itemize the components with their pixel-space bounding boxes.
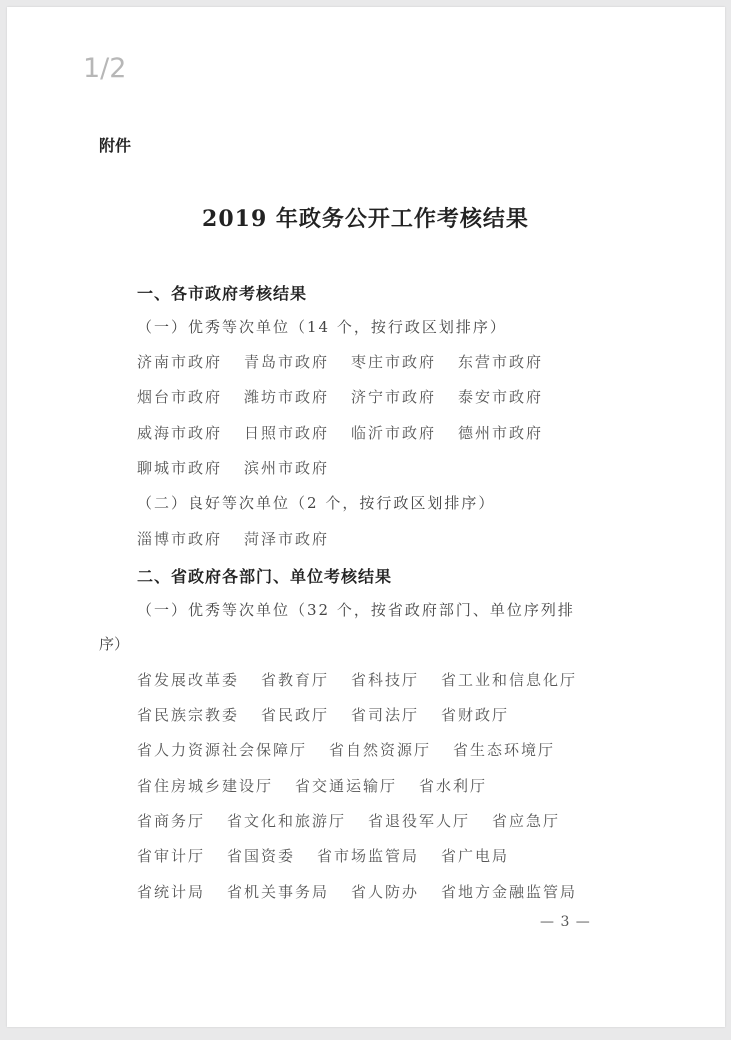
list-item: 聊城市政府 bbox=[137, 459, 223, 477]
list-item: 省退役军人厅 bbox=[368, 812, 471, 830]
list-item: 泰安市政府 bbox=[458, 388, 544, 406]
page-indicator: 1/2 bbox=[83, 53, 127, 84]
list-row bbox=[137, 457, 329, 478]
list-item: 省国资委 bbox=[227, 847, 296, 865]
list-item: 省人防办 bbox=[351, 883, 420, 901]
document-page bbox=[7, 7, 725, 1027]
list-item: 日照市政府 bbox=[244, 424, 330, 442]
list-row bbox=[137, 881, 577, 902]
section2-sub1-heading-line1: （一）优秀等次单位（32 个，按省政府部门、单位序列排 bbox=[137, 601, 575, 619]
list-item: 省审计厅 bbox=[137, 847, 206, 865]
list-row bbox=[137, 739, 555, 760]
list-row bbox=[137, 810, 560, 831]
list-item: 济南市政府 bbox=[137, 353, 223, 371]
page-number: — 3 — bbox=[540, 914, 591, 930]
list-item: 淄博市政府 bbox=[137, 530, 223, 548]
document-title: 2019 年政务公开工作考核结果 bbox=[202, 206, 529, 232]
list-item: 省市场监管局 bbox=[317, 847, 420, 865]
list-item: 省民族宗教委 bbox=[137, 706, 240, 724]
list-row bbox=[137, 704, 509, 725]
list-item: 省司法厅 bbox=[351, 706, 420, 724]
list-item: 德州市政府 bbox=[458, 424, 544, 442]
list-row bbox=[137, 775, 487, 796]
list-item: 青岛市政府 bbox=[244, 353, 330, 371]
list-item: 省财政厅 bbox=[441, 706, 510, 724]
list-item: 省人力资源社会保障厅 bbox=[137, 741, 308, 759]
list-item: 滨州市政府 bbox=[244, 459, 330, 477]
section2-heading: 二、省政府各部门、单位考核结果 bbox=[137, 567, 393, 586]
section1-heading: 一、各市政府考核结果 bbox=[137, 284, 308, 303]
list-item: 烟台市政府 bbox=[137, 388, 223, 406]
list-item: 省交通运输厅 bbox=[295, 777, 398, 795]
list-row bbox=[137, 386, 543, 407]
list-item: 临沂市政府 bbox=[351, 424, 437, 442]
list-item: 省生态环境厅 bbox=[453, 741, 556, 759]
list-item: 省住房城乡建设厅 bbox=[137, 777, 274, 795]
list-item: 省统计局 bbox=[137, 883, 206, 901]
list-row bbox=[137, 422, 543, 443]
section1-sub1-heading: （一）优秀等次单位（14 个，按行政区划排序） bbox=[137, 318, 507, 336]
list-item: 省工业和信息化厅 bbox=[441, 671, 578, 689]
list-item: 省水利厅 bbox=[419, 777, 488, 795]
list-item: 省发展改革委 bbox=[137, 671, 240, 689]
list-item: 省商务厅 bbox=[137, 812, 206, 830]
list-row bbox=[137, 669, 577, 690]
list-item: 省地方金融监管局 bbox=[441, 883, 578, 901]
list-row bbox=[137, 845, 509, 866]
list-item: 省民政厅 bbox=[261, 706, 330, 724]
list-row bbox=[137, 528, 329, 549]
list-item: 省应急厅 bbox=[492, 812, 561, 830]
list-item: 省文化和旅游厅 bbox=[227, 812, 347, 830]
section2-sub1-heading-line2: 序） bbox=[99, 635, 130, 653]
list-item: 省广电局 bbox=[441, 847, 510, 865]
list-item: 威海市政府 bbox=[137, 424, 223, 442]
list-item: 枣庄市政府 bbox=[351, 353, 437, 371]
list-item: 济宁市政府 bbox=[351, 388, 437, 406]
list-item: 省自然资源厅 bbox=[329, 741, 432, 759]
list-row bbox=[137, 351, 543, 372]
list-item: 省教育厅 bbox=[261, 671, 330, 689]
list-item: 东营市政府 bbox=[458, 353, 544, 371]
list-item: 潍坊市政府 bbox=[244, 388, 330, 406]
list-item: 省机关事务局 bbox=[227, 883, 330, 901]
list-item: 菏泽市政府 bbox=[244, 530, 330, 548]
attachment-label: 附件 bbox=[99, 136, 132, 155]
section1-sub2-heading: （二）良好等次单位（2 个，按行政区划排序） bbox=[137, 494, 496, 512]
list-item: 省科技厅 bbox=[351, 671, 420, 689]
